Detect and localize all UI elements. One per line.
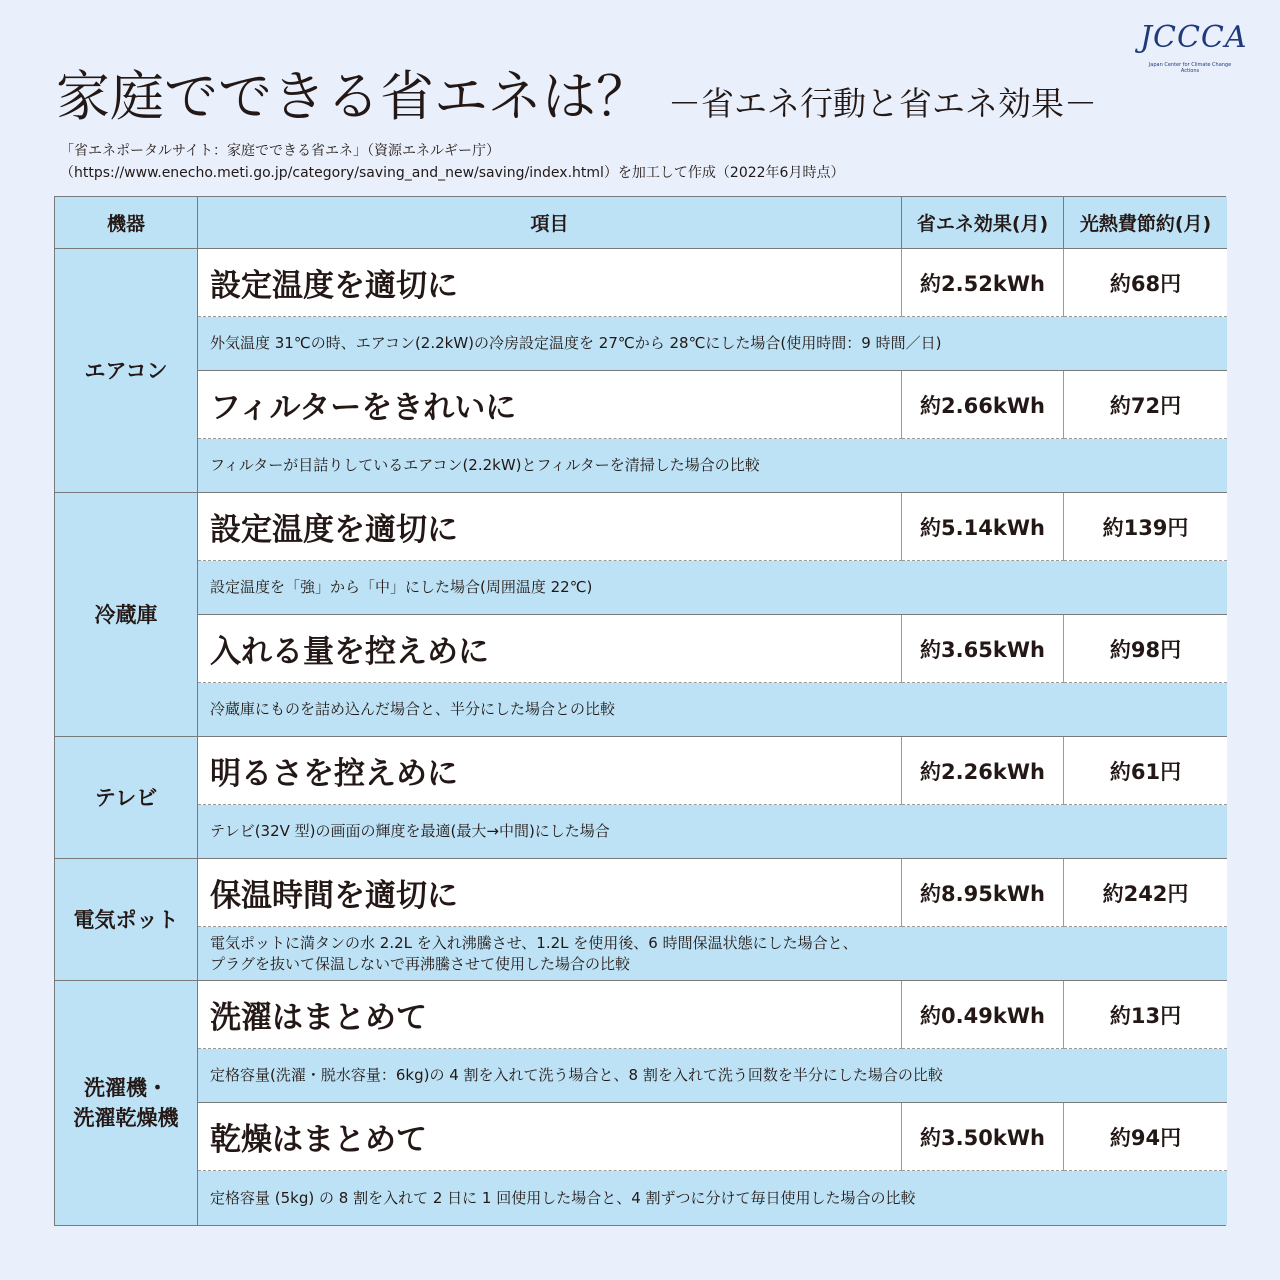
energy-value: 約2.66kWh xyxy=(902,371,1064,439)
item-label: 設定温度を適切に xyxy=(198,493,902,561)
cost-value: 約139円 xyxy=(1064,493,1227,561)
item-description: 定格容量(洗濯・脱水容量：6kg)の 4 割を入れて洗う場合と、8 割を入れて洗う回数を半分にした場合の比較 xyxy=(198,1049,1227,1103)
cost-value: 約13円 xyxy=(1064,981,1227,1049)
header-item: 項目 xyxy=(198,197,902,249)
cost-value: 約94円 xyxy=(1064,1103,1227,1171)
device-electric-pot: 電気ポット xyxy=(55,859,198,981)
cost-value: 約98円 xyxy=(1064,615,1227,683)
energy-saving-table xyxy=(54,196,1226,1226)
header-energy: 省エネ効果(月) xyxy=(902,197,1064,249)
device-aircon: エアコン xyxy=(55,249,198,493)
energy-value: 約3.50kWh xyxy=(902,1103,1064,1171)
title-main: 家庭でできる省エネは？ xyxy=(56,65,650,128)
energy-value: 約5.14kWh xyxy=(902,493,1064,561)
item-label: 洗濯はまとめて xyxy=(198,981,902,1049)
device-tv: テレビ xyxy=(55,737,198,859)
item-label: 乾燥はまとめて xyxy=(198,1103,902,1171)
item-description: 定格容量 (5kg) の 8 割を入れて 2 日に 1 回使用した場合と、4 割ずつに分けて毎日使用した場合の比較 xyxy=(198,1171,1227,1225)
cost-value: 約68円 xyxy=(1064,249,1227,317)
item-description: 冷蔵庫にものを詰め込んだ場合と、半分にした場合との比較 xyxy=(198,683,1227,737)
title-subtitle: －省エネ行動と省エネ効果－ xyxy=(668,84,1097,123)
logo-subtitle: Japan Center for Climate Change Actions xyxy=(1148,62,1232,74)
item-description: テレビ(32V 型)の画面の輝度を最適(最大→中間)にした場合 xyxy=(198,805,1227,859)
energy-value: 約0.49kWh xyxy=(902,981,1064,1049)
item-label: 明るさを控えめに xyxy=(198,737,902,805)
cost-value: 約61円 xyxy=(1064,737,1227,805)
item-description: 外気温度 31℃の時、エアコン(2.2kW)の冷房設定温度を 27℃から 28℃にした場合(使用時間：9 時間／日) xyxy=(198,317,1227,371)
logo-text: JCCCA xyxy=(1140,20,1248,55)
energy-value: 約8.95kWh xyxy=(902,859,1064,927)
device-refrigerator: 冷蔵庫 xyxy=(55,493,198,737)
energy-value: 約3.65kWh xyxy=(902,615,1064,683)
energy-value: 約2.52kWh xyxy=(902,249,1064,317)
cost-value: 約242円 xyxy=(1064,859,1227,927)
source-line-1: 「省エネポータルサイト：家庭でできる省エネ」（資源エネルギー庁） xyxy=(60,143,501,159)
device-washing-machine: 洗濯機・ 洗濯乾燥機 xyxy=(55,981,198,1225)
header-device: 機器 xyxy=(55,197,198,249)
cost-value: 約72円 xyxy=(1064,371,1227,439)
source-line-2: （https://www.enecho.meti.go.jp/category/saving_and_new/saving/index.html）を加工して作成（2022年6月時点） xyxy=(60,165,845,181)
page-title xyxy=(56,58,1236,128)
item-label: 設定温度を適切に xyxy=(198,249,902,317)
item-label: フィルターをきれいに xyxy=(198,371,902,439)
item-description: フィルターが目詰りしているエアコン(2.2kW)とフィルターを清掃した場合の比較 xyxy=(198,439,1227,493)
header-cost: 光熱費節約(月) xyxy=(1064,197,1227,249)
item-label: 保温時間を適切に xyxy=(198,859,902,927)
source-note xyxy=(60,140,1220,184)
item-label: 入れる量を控えめに xyxy=(198,615,902,683)
item-description: 電気ポットに満タンの水 2.2L を入れ沸騰させ、1.2L を使用後、6 時間保温状態にした場合と、 プラグを抜いて保温しないで再沸騰させて使用した場合の比較 xyxy=(198,927,1227,981)
item-description: 設定温度を「強」から「中」にした場合(周囲温度 22℃) xyxy=(198,561,1227,615)
energy-value: 約2.26kWh xyxy=(902,737,1064,805)
